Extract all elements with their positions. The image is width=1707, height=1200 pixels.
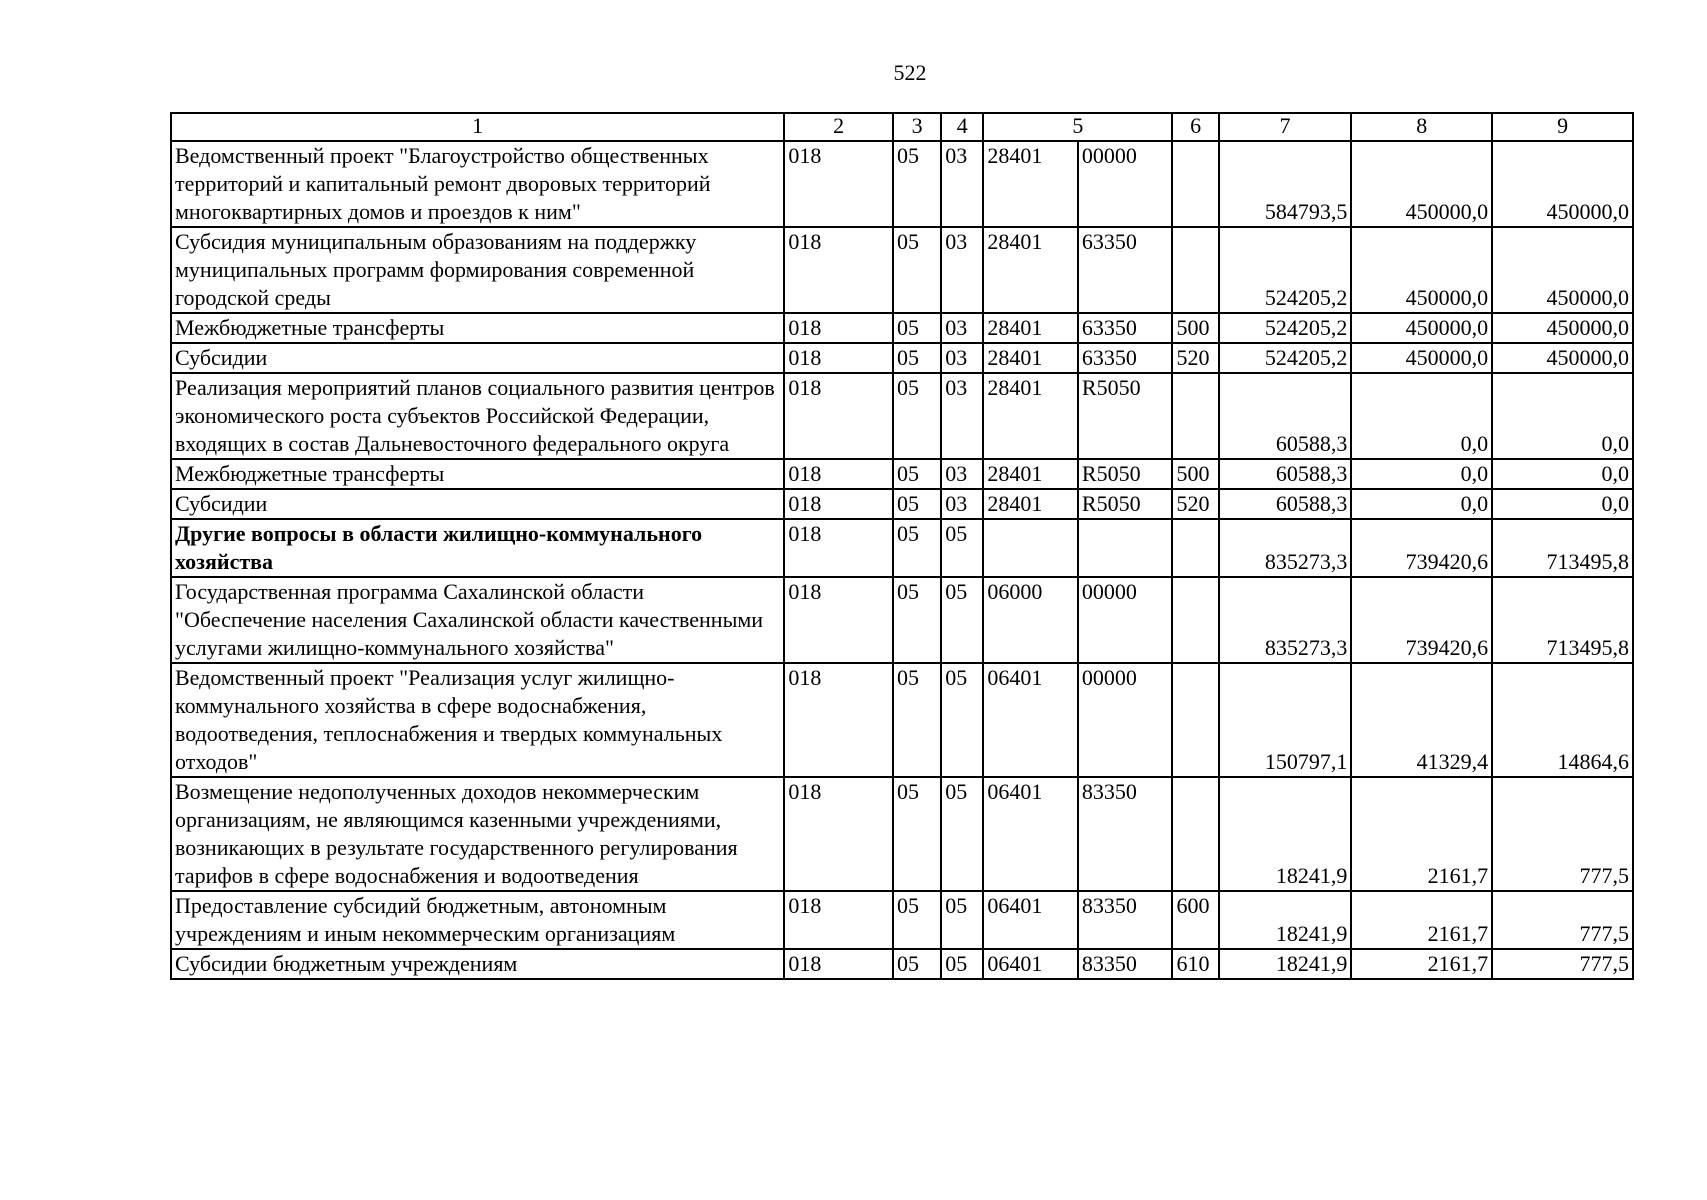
cell-amount-year2: 739420,6: [1351, 577, 1492, 663]
cell-amount-year2: 2161,7: [1351, 949, 1492, 979]
column-header: 4: [941, 113, 983, 141]
cell-amount-year2: 739420,6: [1351, 519, 1492, 577]
cell-subsection-code: 05: [941, 577, 983, 663]
cell-expense-type: [1172, 227, 1218, 313]
cell-subsection-code: 03: [941, 313, 983, 343]
cell-section-code: 05: [893, 373, 941, 459]
cell-direction-code: 63350: [1078, 227, 1173, 313]
cell-amount-year3: 0,0: [1492, 373, 1633, 459]
cell-section-code: 05: [893, 519, 941, 577]
cell-amount-year1: 835273,3: [1219, 577, 1352, 663]
cell-amount-year2: 2161,7: [1351, 891, 1492, 949]
cell-direction-code: R5050: [1078, 489, 1173, 519]
cell-expense-type: [1172, 373, 1218, 459]
cell-ministry-code: 018: [784, 343, 893, 373]
row-name: Ведомственный проект "Благоустройство общественных территорий и капитальный ремонт дворовых территорий многоквартирных домов и проездов к ним": [171, 141, 784, 227]
cell-amount-year2: 41329,4: [1351, 663, 1492, 777]
cell-amount-year2: 450000,0: [1351, 141, 1492, 227]
cell-section-code: 05: [893, 141, 941, 227]
cell-amount-year1: 835273,3: [1219, 519, 1352, 577]
column-header: 1: [171, 113, 784, 141]
cell-program-code: 06401: [983, 949, 1078, 979]
column-header: 6: [1172, 113, 1218, 141]
table-body: [171, 141, 1633, 979]
table-row: [171, 577, 1633, 663]
table-row: [171, 949, 1633, 979]
row-name: Субсидии: [171, 343, 784, 373]
row-name: Реализация мероприятий планов социального развития центров экономического роста субъектов Российской Федерации, входящих в состав Дальневосточного федерального округа: [171, 373, 784, 459]
table-row: [171, 373, 1633, 459]
table-row: [171, 519, 1633, 577]
cell-ministry-code: 018: [784, 663, 893, 777]
table-row: [171, 489, 1633, 519]
cell-section-code: 05: [893, 663, 941, 777]
cell-subsection-code: 03: [941, 373, 983, 459]
cell-amount-year3: 450000,0: [1492, 313, 1633, 343]
table-row: [171, 227, 1633, 313]
cell-section-code: 05: [893, 891, 941, 949]
cell-expense-type: [1172, 577, 1218, 663]
cell-section-code: 05: [893, 577, 941, 663]
cell-direction-code: R5050: [1078, 373, 1173, 459]
cell-direction-code: 00000: [1078, 141, 1173, 227]
cell-amount-year1: 18241,9: [1219, 949, 1352, 979]
cell-amount-year1: 60588,3: [1219, 489, 1352, 519]
page-number: 522: [893, 60, 927, 85]
cell-amount-year1: 18241,9: [1219, 777, 1352, 891]
cell-amount-year2: 0,0: [1351, 373, 1492, 459]
cell-subsection-code: 03: [941, 227, 983, 313]
cell-direction-code: 00000: [1078, 663, 1173, 777]
table-row: [171, 313, 1633, 343]
cell-direction-code: 63350: [1078, 313, 1173, 343]
cell-expense-type: 520: [1172, 343, 1218, 373]
cell-ministry-code: 018: [784, 577, 893, 663]
row-name: Субсидия муниципальным образованиям на поддержку муниципальных программ формирования современной городской среды: [171, 227, 784, 313]
cell-program-code: 06000: [983, 577, 1078, 663]
column-header: 5: [983, 113, 1172, 141]
cell-expense-type: [1172, 141, 1218, 227]
cell-amount-year2: 450000,0: [1351, 313, 1492, 343]
cell-ministry-code: 018: [784, 777, 893, 891]
cell-amount-year3: 0,0: [1492, 489, 1633, 519]
cell-program-code: 28401: [983, 373, 1078, 459]
cell-amount-year2: 2161,7: [1351, 777, 1492, 891]
cell-ministry-code: 018: [784, 459, 893, 489]
cell-program-code: 28401: [983, 313, 1078, 343]
row-name: Государственная программа Сахалинской области "Обеспечение населения Сахалинской области качественными услугами жилищно-коммунального хозяйства": [171, 577, 784, 663]
cell-program-code: 06401: [983, 891, 1078, 949]
cell-program-code: 28401: [983, 141, 1078, 227]
cell-amount-year1: 60588,3: [1219, 373, 1352, 459]
cell-ministry-code: 018: [784, 141, 893, 227]
cell-section-code: 05: [893, 343, 941, 373]
column-header: 8: [1351, 113, 1492, 141]
cell-program-code: [983, 519, 1078, 577]
table-row: [171, 777, 1633, 891]
cell-amount-year1: 524205,2: [1219, 227, 1352, 313]
column-header: 7: [1219, 113, 1352, 141]
cell-direction-code: 83350: [1078, 891, 1173, 949]
cell-program-code: 28401: [983, 489, 1078, 519]
cell-ministry-code: 018: [784, 519, 893, 577]
cell-amount-year1: 524205,2: [1219, 313, 1352, 343]
cell-subsection-code: 05: [941, 891, 983, 949]
cell-section-code: 05: [893, 777, 941, 891]
cell-amount-year2: 450000,0: [1351, 227, 1492, 313]
cell-section-code: 05: [893, 489, 941, 519]
column-header: 3: [893, 113, 941, 141]
row-name: Ведомственный проект "Реализация услуг жилищно-коммунального хозяйства в сфере водоснабжения, водоотведения, теплоснабжения и твердых коммунальных отходов": [171, 663, 784, 777]
cell-program-code: 28401: [983, 459, 1078, 489]
cell-amount-year3: 777,5: [1492, 891, 1633, 949]
row-name: Возмещение недополученных доходов некоммерческим организациям, не являющимся казенными учреждениями, возникающих в результате государственного регулирования тарифов в сфере водоснабжения и водоотведения: [171, 777, 784, 891]
cell-amount-year3: 450000,0: [1492, 141, 1633, 227]
table-row: [171, 141, 1633, 227]
cell-program-code: 28401: [983, 343, 1078, 373]
column-header: 2: [784, 113, 893, 141]
cell-expense-type: 500: [1172, 459, 1218, 489]
cell-expense-type: [1172, 519, 1218, 577]
cell-amount-year3: 713495,8: [1492, 577, 1633, 663]
cell-expense-type: 600: [1172, 891, 1218, 949]
cell-amount-year3: 450000,0: [1492, 343, 1633, 373]
cell-subsection-code: 05: [941, 777, 983, 891]
column-header: 9: [1492, 113, 1633, 141]
cell-expense-type: [1172, 663, 1218, 777]
cell-subsection-code: 03: [941, 489, 983, 519]
cell-subsection-code: 05: [941, 949, 983, 979]
cell-ministry-code: 018: [784, 373, 893, 459]
cell-amount-year1: 60588,3: [1219, 459, 1352, 489]
cell-direction-code: [1078, 519, 1173, 577]
cell-amount-year1: 18241,9: [1219, 891, 1352, 949]
cell-section-code: 05: [893, 313, 941, 343]
cell-amount-year3: 450000,0: [1492, 227, 1633, 313]
table-row: [171, 343, 1633, 373]
header-row: [171, 113, 1633, 141]
row-name: Другие вопросы в области жилищно-коммунального хозяйства: [171, 519, 784, 577]
cell-expense-type: 500: [1172, 313, 1218, 343]
cell-amount-year3: 777,5: [1492, 949, 1633, 979]
cell-direction-code: 63350: [1078, 343, 1173, 373]
cell-amount-year3: 14864,6: [1492, 663, 1633, 777]
cell-expense-type: [1172, 777, 1218, 891]
cell-section-code: 05: [893, 949, 941, 979]
budget-table: [170, 112, 1634, 980]
cell-expense-type: 610: [1172, 949, 1218, 979]
row-name: Межбюджетные трансферты: [171, 459, 784, 489]
cell-amount-year3: 713495,8: [1492, 519, 1633, 577]
row-name: Межбюджетные трансферты: [171, 313, 784, 343]
cell-amount-year1: 584793,5: [1219, 141, 1352, 227]
cell-program-code: 06401: [983, 663, 1078, 777]
row-name: Субсидии бюджетным учреждениям: [171, 949, 784, 979]
cell-ministry-code: 018: [784, 313, 893, 343]
cell-amount-year1: 150797,1: [1219, 663, 1352, 777]
cell-ministry-code: 018: [784, 489, 893, 519]
cell-subsection-code: 05: [941, 663, 983, 777]
cell-amount-year2: 0,0: [1351, 489, 1492, 519]
table-row: [171, 891, 1633, 949]
cell-amount-year2: 450000,0: [1351, 343, 1492, 373]
cell-amount-year3: 0,0: [1492, 459, 1633, 489]
row-name: Предоставление субсидий бюджетным, автономным учреждениям и иным некоммерческим организациям: [171, 891, 784, 949]
cell-expense-type: 520: [1172, 489, 1218, 519]
cell-program-code: 06401: [983, 777, 1078, 891]
cell-subsection-code: 05: [941, 519, 983, 577]
cell-program-code: 28401: [983, 227, 1078, 313]
cell-subsection-code: 03: [941, 141, 983, 227]
cell-amount-year2: 0,0: [1351, 459, 1492, 489]
cell-amount-year1: 524205,2: [1219, 343, 1352, 373]
cell-direction-code: 83350: [1078, 949, 1173, 979]
cell-subsection-code: 03: [941, 459, 983, 489]
table-row: [171, 663, 1633, 777]
cell-direction-code: 83350: [1078, 777, 1173, 891]
cell-ministry-code: 018: [784, 891, 893, 949]
cell-subsection-code: 03: [941, 343, 983, 373]
table-row: [171, 459, 1633, 489]
cell-ministry-code: 018: [784, 227, 893, 313]
cell-section-code: 05: [893, 227, 941, 313]
cell-section-code: 05: [893, 459, 941, 489]
cell-direction-code: R5050: [1078, 459, 1173, 489]
row-name: Субсидии: [171, 489, 784, 519]
cell-direction-code: 00000: [1078, 577, 1173, 663]
cell-amount-year3: 777,5: [1492, 777, 1633, 891]
cell-ministry-code: 018: [784, 949, 893, 979]
